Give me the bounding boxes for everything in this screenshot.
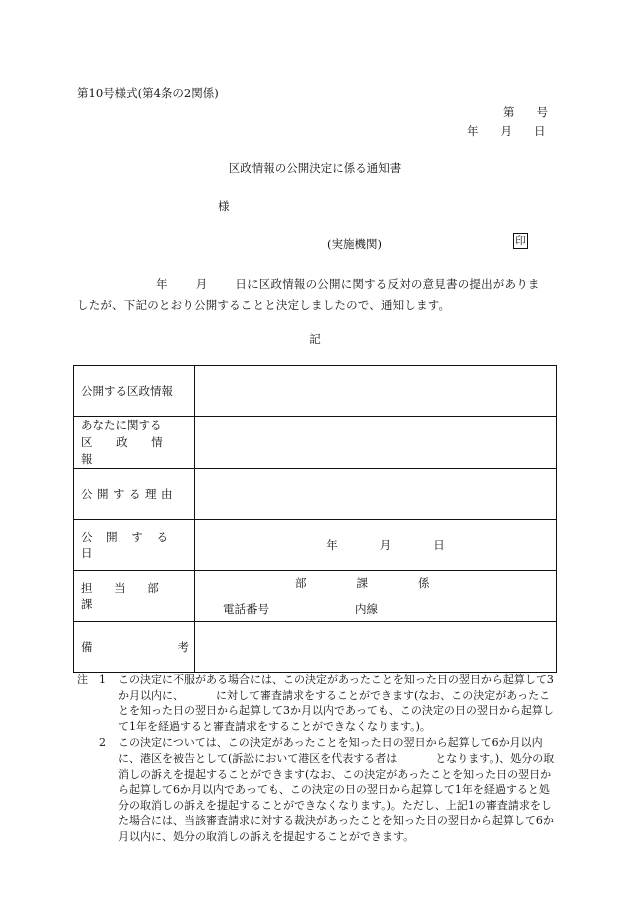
extension-label: 内線 — [355, 602, 378, 616]
body-month: 月 — [195, 277, 208, 291]
recipient-suffix: 様 — [218, 199, 230, 213]
row-value-remarks — [195, 622, 557, 673]
row-label-reason: 公開する理由 — [74, 469, 195, 520]
row-label-date: 公 開 す る 日 — [74, 520, 195, 571]
row-value-related-info — [195, 417, 557, 469]
agency-label: (実施機関) — [327, 237, 382, 251]
row-value-info — [195, 366, 557, 417]
note-mark: 注 — [77, 673, 88, 686]
date-year: 年 — [467, 124, 479, 138]
body-paragraph: 日に区政情報の公開に関する反対の意見書の提出がありましたが、下記のとおり公開することと決定しましたので、通知します。 — [77, 277, 540, 312]
note-1 — [77, 672, 555, 734]
notes-section — [77, 672, 555, 845]
remarks-a: 備 — [81, 640, 93, 654]
document-date — [467, 123, 546, 139]
dept-bu: 部 — [295, 576, 307, 590]
row-value-reason — [195, 469, 557, 520]
note-1-text: この決定に不服がある場合には、この決定があったことを知った日の翌日から起算して3か月以内に、 に対して審査請求をすることができます(なお、この決定があったことを知った日の翌日から起算して3か月以内であっても、この決定の日の翌日から起算して1年を経過すると審査請求をすることができなくなります。)。 — [118, 673, 554, 733]
row-label-related-info — [74, 417, 195, 469]
table-row — [74, 622, 557, 673]
note-2-text: この決定については、この決定があったことを知った日の翌日から起算して6か月以内に、港区を被告として(訴訟において港区を代表する者は となります。)、処分の取消しの訴えを提起することができます(なお、この決定があったことを知った日の翌日から起算して6か月以内であっても、この決定の日の翌日から起算して1年を経過すると処分の取消しの訴えを提起することができなくなります。)。ただし、上記1の審査請求をした場合には、当該審査請求に対する裁決があったことを知った日の翌日から起算して6か月以内に、処分の取消しの訴えを提起することができます。 — [118, 736, 555, 843]
seal-mark: 印 — [513, 233, 528, 249]
disclosure-day: 日 — [433, 538, 445, 552]
ki-heading: 記 — [309, 332, 321, 346]
row-value-department — [195, 571, 557, 622]
table-row — [74, 366, 557, 417]
date-month: 月 — [500, 124, 512, 138]
recipient — [214, 198, 230, 214]
note-2-number: 2 — [99, 736, 106, 750]
row-value-date — [195, 520, 557, 571]
table-row — [74, 469, 557, 520]
tel-label: 電話番号 — [223, 602, 269, 616]
date-day: 日 — [534, 124, 546, 138]
remarks-b: 考 — [177, 640, 189, 654]
dept-ka: 課 — [356, 576, 368, 590]
body-year: 年 — [156, 277, 168, 291]
row-label-remarks — [74, 622, 195, 673]
disclosure-month: 月 — [379, 538, 392, 552]
document-number — [503, 104, 548, 120]
note-2 — [99, 735, 555, 844]
note-1-number: 1 — [99, 673, 106, 686]
document-title: 区政情報の公開決定に係る通知書 — [228, 161, 402, 175]
related-label-line1: あなたに関する — [81, 418, 162, 432]
disclosure-year: 年 — [326, 538, 338, 552]
body-text — [77, 274, 551, 316]
table-row — [74, 417, 557, 469]
doc-no-suffix: 号 — [536, 105, 548, 119]
doc-no-label: 第 — [503, 105, 515, 119]
dept-kakari: 係 — [418, 576, 430, 590]
table-row — [74, 520, 557, 571]
row-label-info: 公開する区政情報 — [74, 366, 195, 417]
form-number: 第10号様式(第4条の2関係) — [77, 86, 219, 100]
table-row — [74, 571, 557, 622]
row-label-department: 担 当 部 課 — [74, 571, 195, 622]
related-label-line2: 区 政 情 報 — [81, 435, 163, 466]
info-table — [73, 365, 557, 673]
